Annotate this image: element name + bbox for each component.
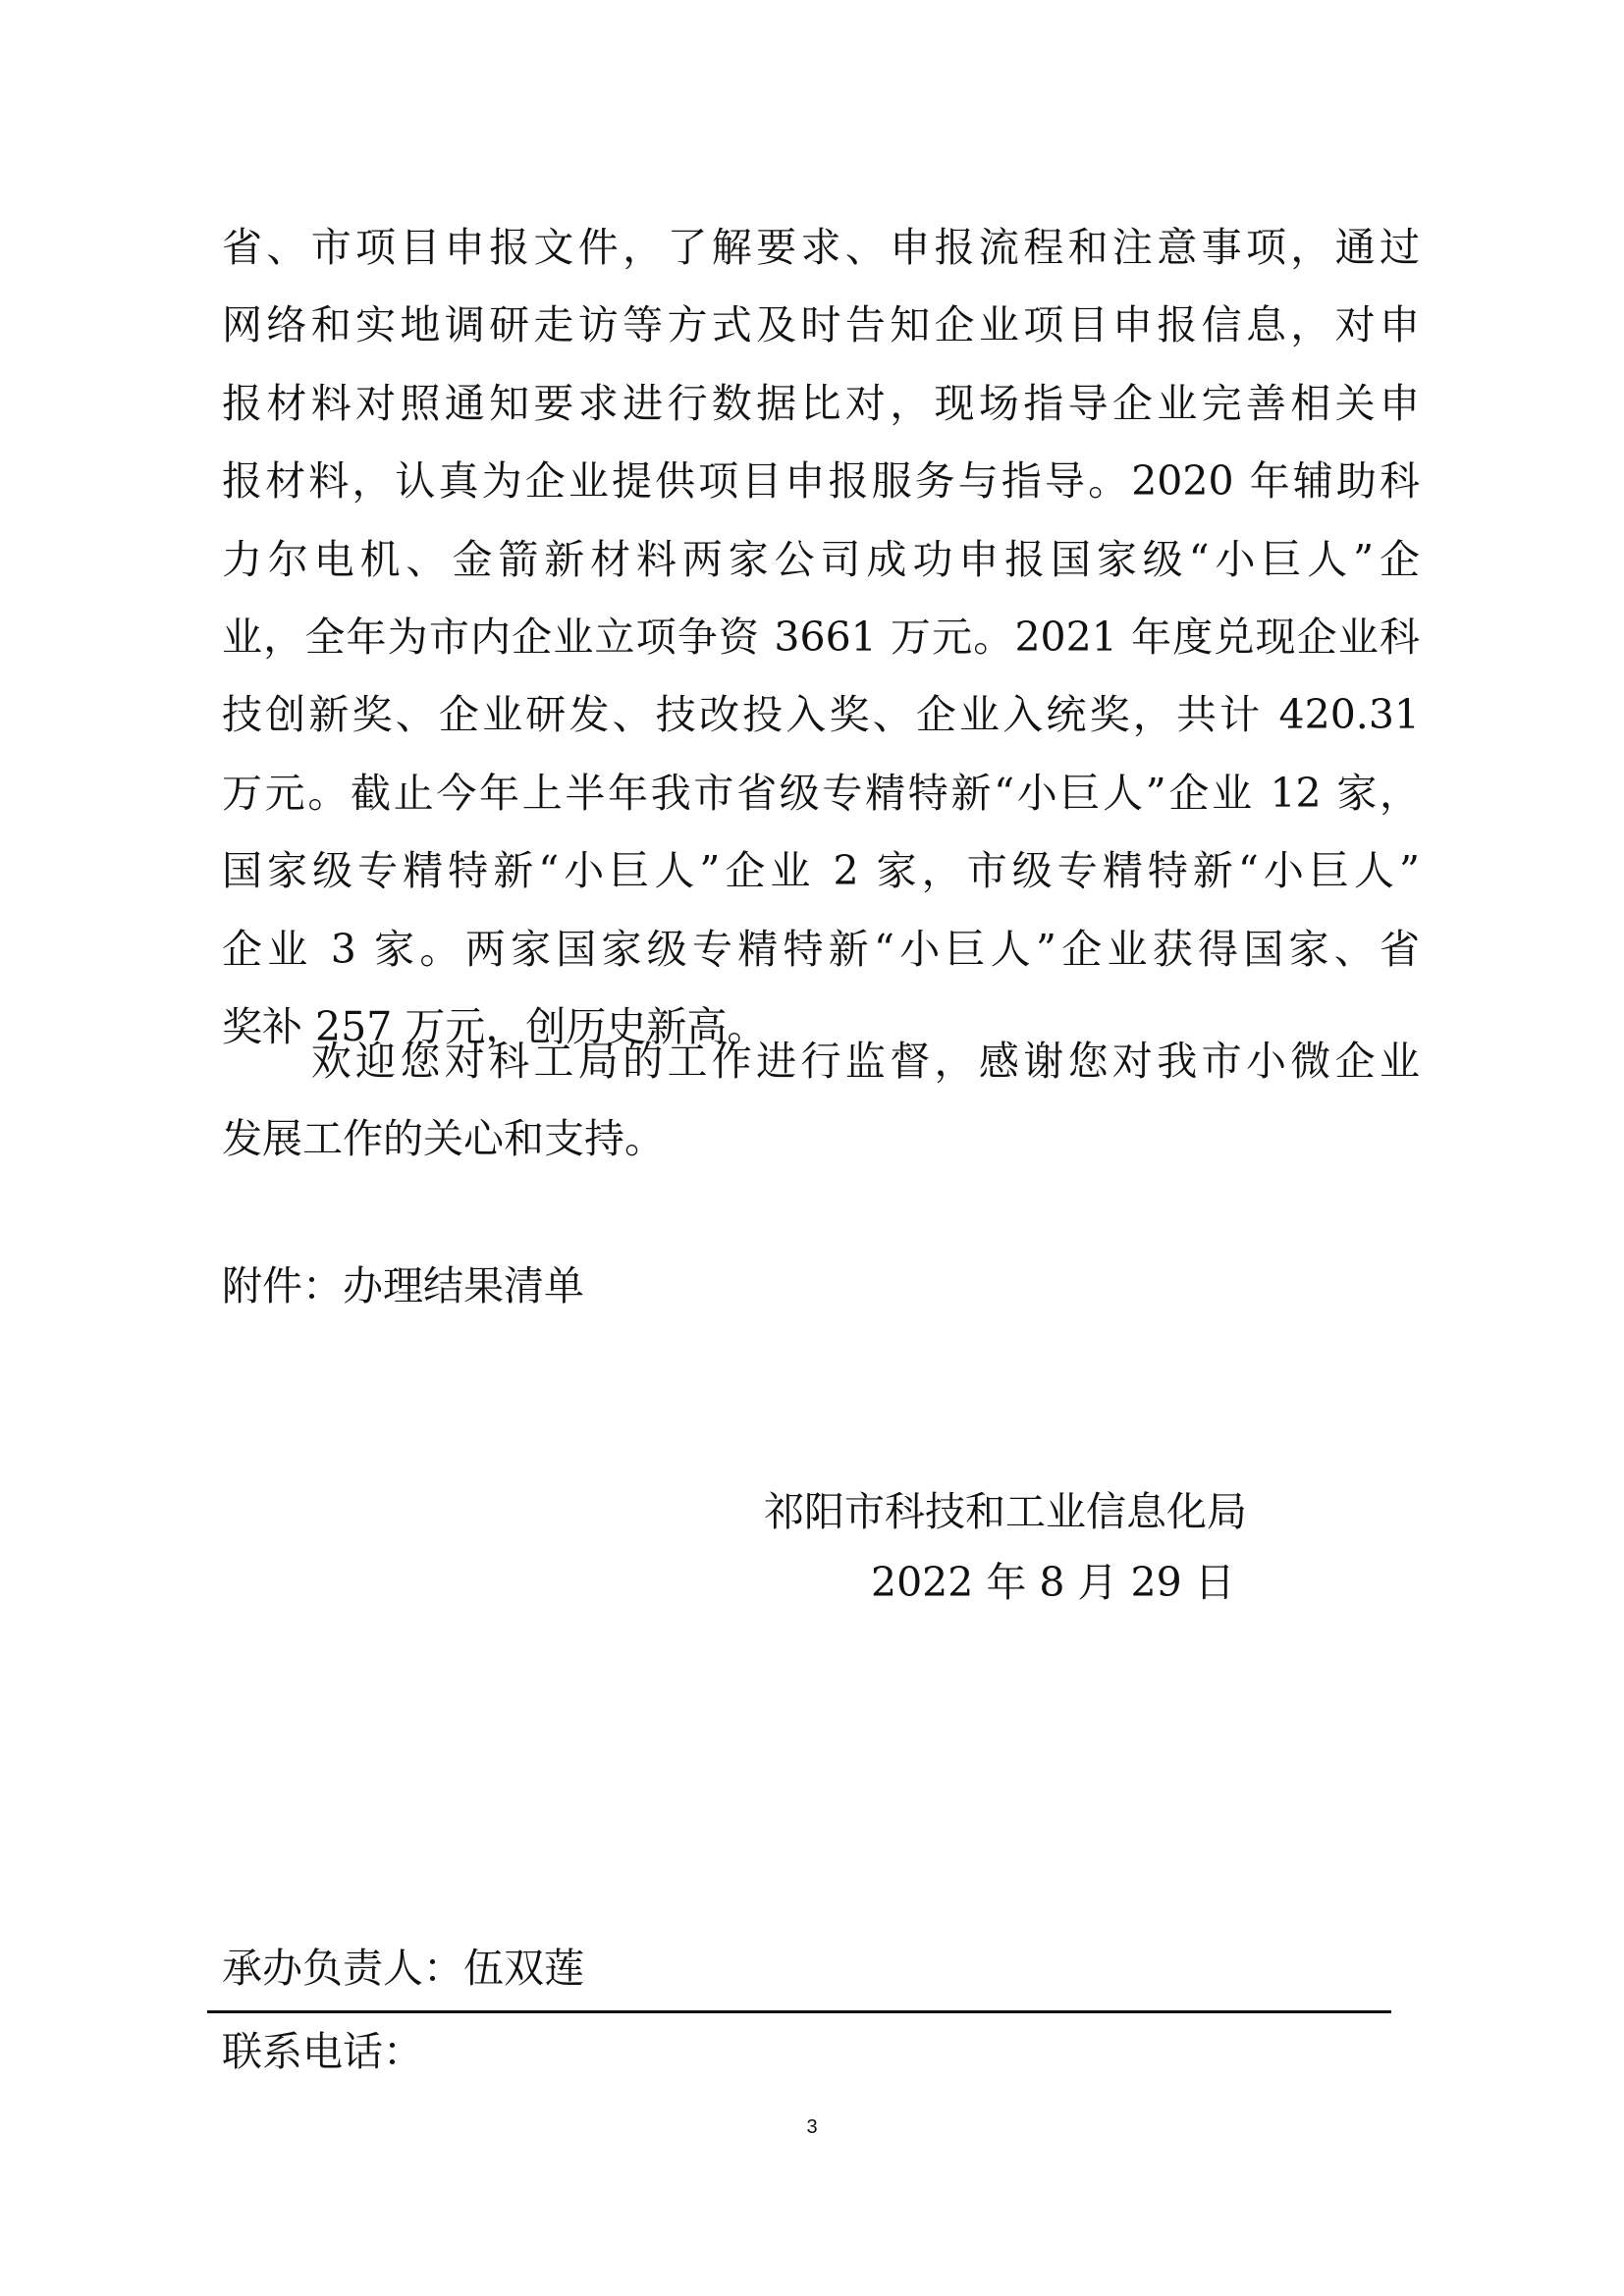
body-line-9: 国家级专精特新“小巨人”企业 2 家，市级专精特新“小巨人”	[222, 847, 1420, 895]
closing-line-1: 欢迎您对科工局的工作进行监督，感谢您对我市小微企业	[222, 1038, 1420, 1085]
body-line-11: 奖补 257 万元，创历史新高。	[222, 1002, 768, 1050]
body-line-3: 报材料对照通知要求进行数据比对，现场指导企业完善相关申	[222, 379, 1420, 427]
body-paragraph	[222, 209, 1420, 1066]
body-line-8: 万元。截止今年上半年我市省级专精特新“小巨人”企业 12 家，	[222, 769, 1420, 817]
handler-line: 承办负责人：伍双莲	[222, 1945, 584, 1992]
body-line-4: 报材料，认真为企业提供项目申报服务与指导。2020 年辅助科	[222, 457, 1420, 506]
body-line-1: 省、市项目申报文件，了解要求、申报流程和注意事项，通过	[222, 224, 1420, 271]
phone-line: 联系电话：	[222, 2028, 423, 2075]
page-number: 3	[806, 2116, 818, 2138]
closing-paragraph	[222, 1023, 1420, 1179]
attachment-note: 附件：办理结果清单	[222, 1262, 584, 1309]
signature-date: 2022 年 8 月 29 日	[871, 1559, 1235, 1606]
signature-organization: 祁阳市科技和工业信息化局	[764, 1488, 1247, 1535]
body-line-7: 技创新奖、企业研发、技改投入奖、企业入统奖，共计 420.31	[222, 691, 1420, 739]
body-line-10: 企业 3 家。两家国家级专精特新“小巨人”企业获得国家、省	[222, 925, 1420, 973]
closing-line-2: 发展工作的关心和支持。	[222, 1115, 665, 1163]
body-line-6: 业，全年为市内企业立项争资 3661 万元。2021 年度兑现企业科	[222, 613, 1420, 661]
body-line-2: 网络和实地调研走访等方式及时告知企业项目申报信息，对申	[222, 301, 1420, 349]
body-line-5: 力尔电机、金箭新材料两家公司成功申报国家级“小巨人”企	[222, 535, 1420, 583]
